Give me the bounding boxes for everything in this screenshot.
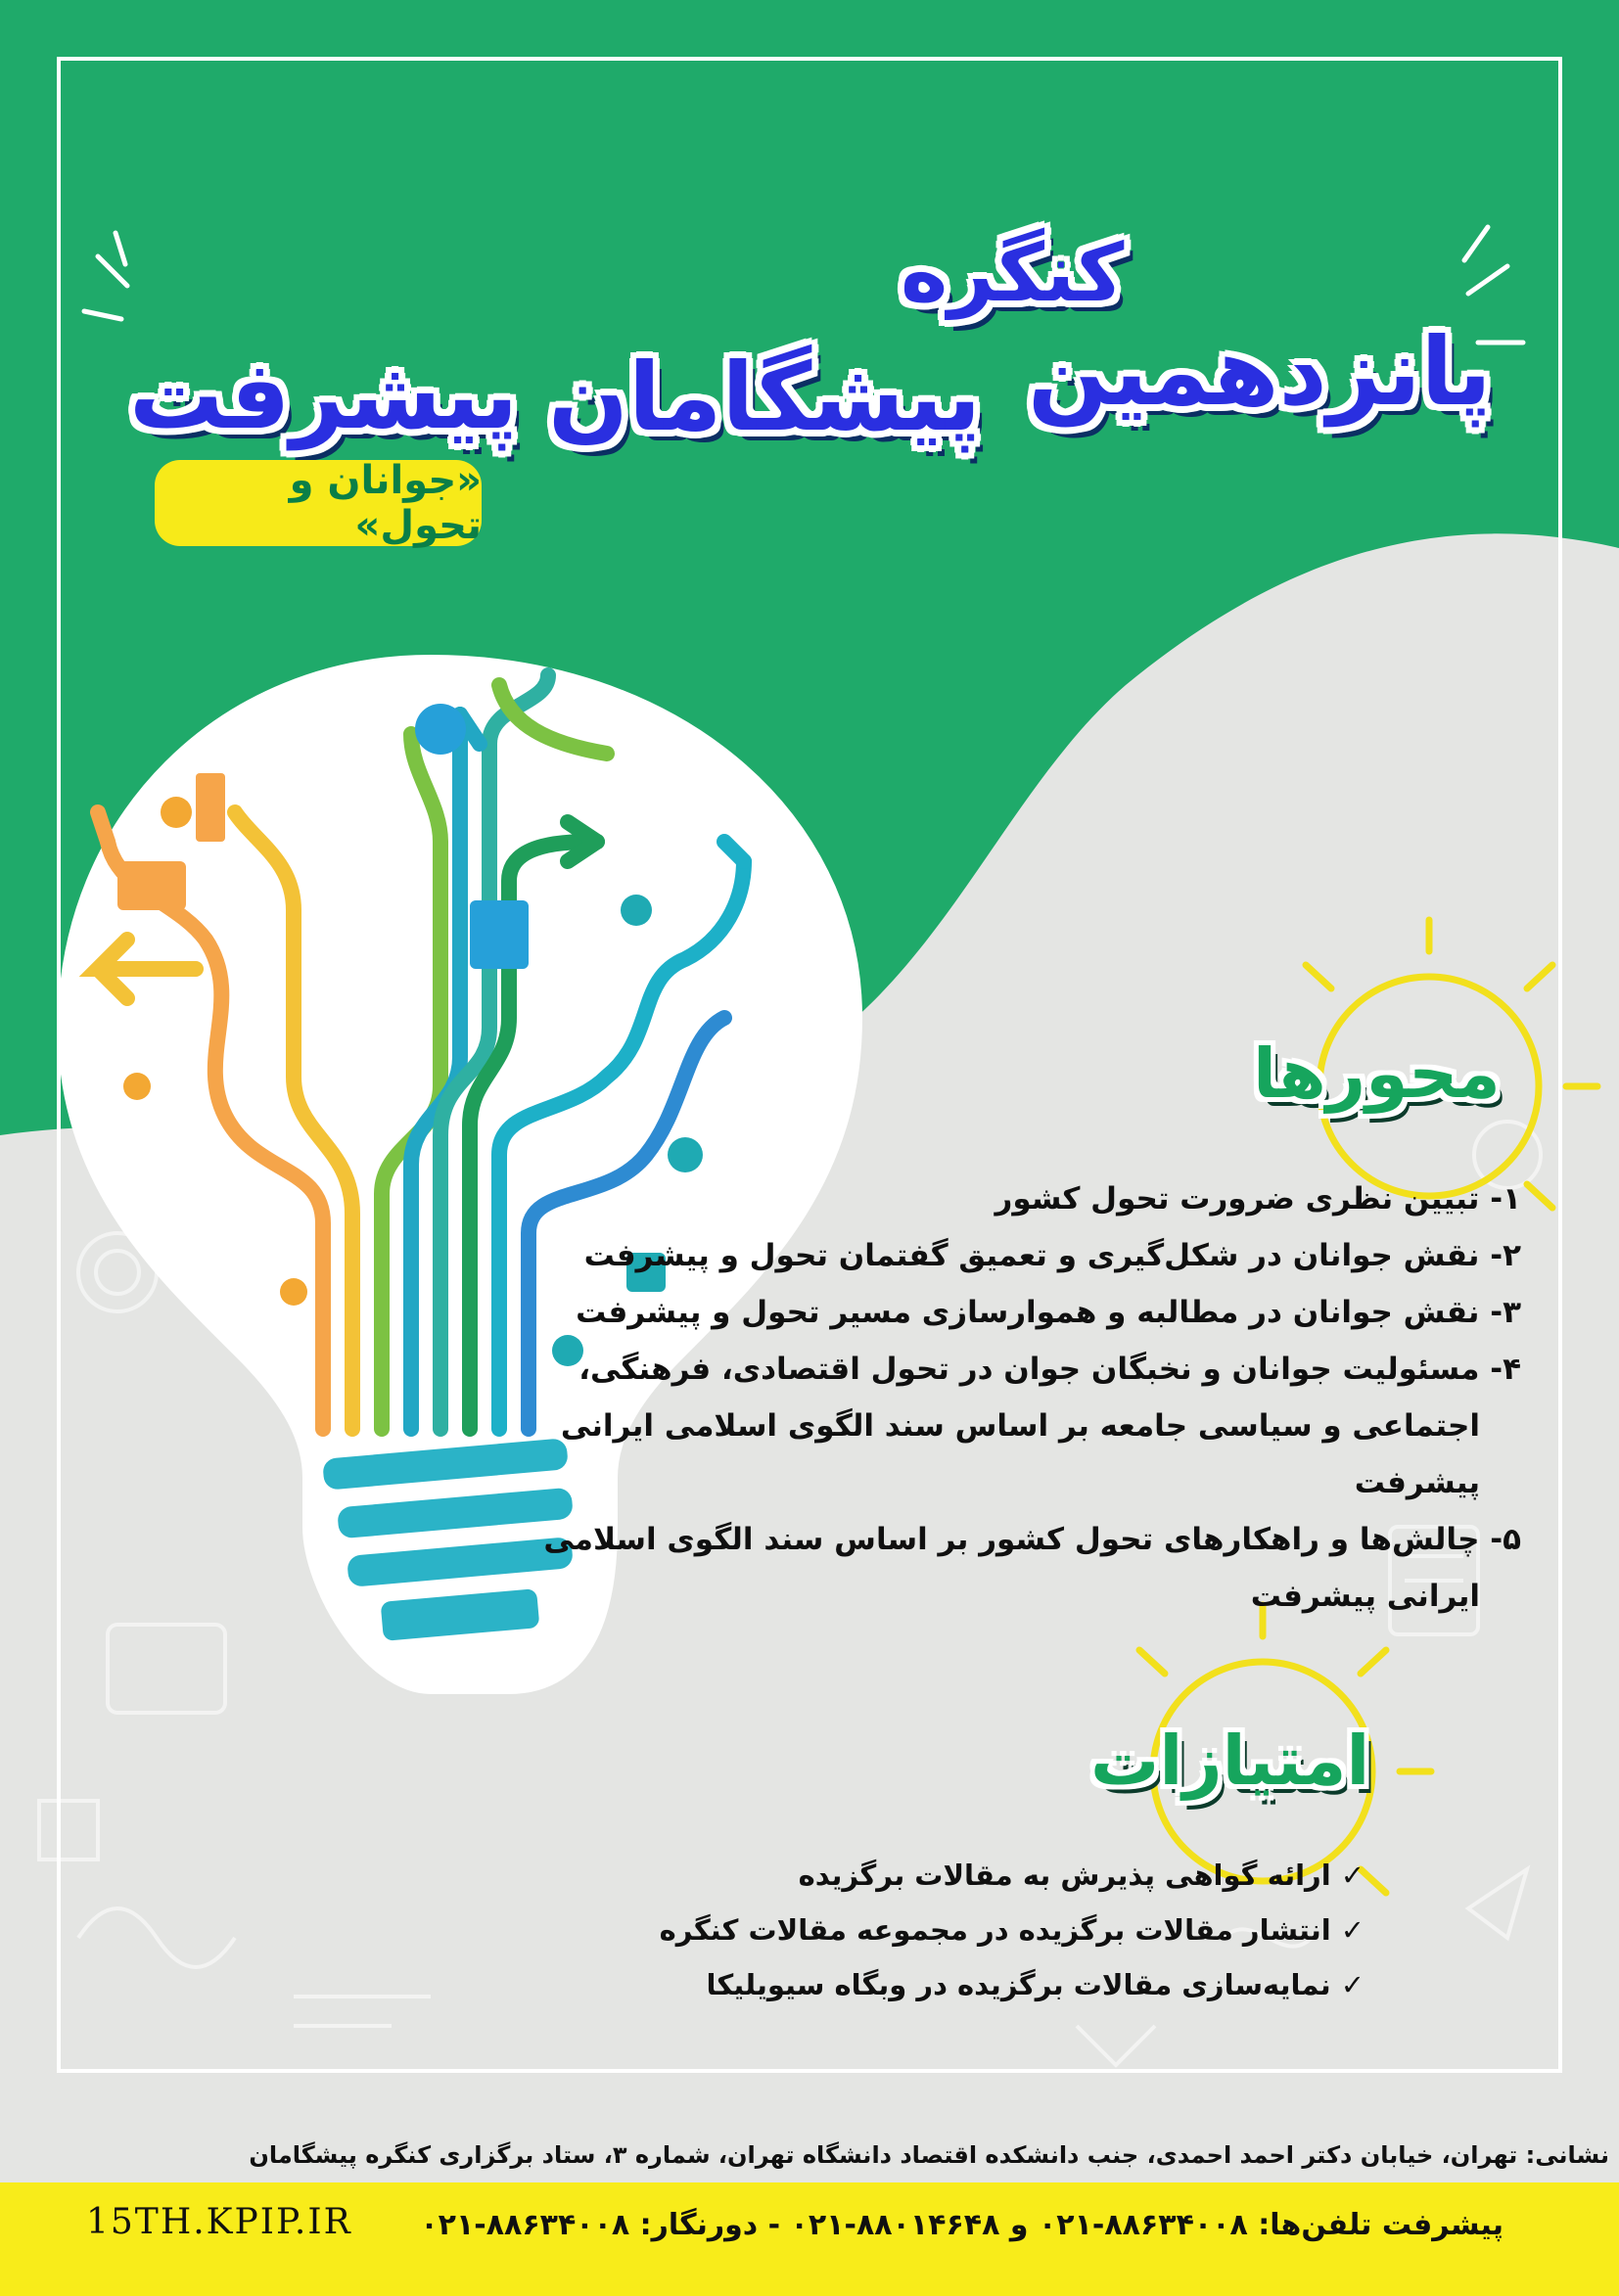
axes-heading: محورها <box>1253 1033 1501 1114</box>
perk-text: انتشار مقالات برگزیده در مجموعه مقالات کنگره <box>659 1913 1331 1947</box>
axis-item-3: ۳- نقش جوانان در مطالبه و هموارسازی مسیر تحول و پیشرفت <box>576 1295 1521 1330</box>
subtitle-text: «جوانان و تحول» <box>289 458 482 548</box>
title-pioneers: پیشگامان <box>548 343 982 452</box>
axis-item-1: ۱- تبیین نظری ضرورت تحول کشور <box>995 1181 1521 1217</box>
title-fifteenth: پانزدهمین <box>1028 317 1492 427</box>
title-progress: پیشرفت <box>129 341 519 450</box>
perks-heading: امتیازات <box>1090 1721 1370 1801</box>
address-line: نشانی: تهران، خیابان دکتر احمد احمدی، جنب دانشکده اقتصاد دانشگاه تهران، شماره ۳، ستاد برگزاری کنگره پیشگامان <box>249 2141 1609 2169</box>
perk-item <box>503 1848 1365 1903</box>
axis-item-4-continued: اجتماعی و سیاسی جامعه بر اساس سند الگوی اسلامی ایرانی پیشرفت <box>560 1408 1480 1500</box>
check-icon: ✓ <box>1340 1859 1365 1892</box>
perk-text: نمایه‌سازی مقالات برگزیده در وبگاه سیویلیکا <box>706 1968 1331 2001</box>
axis-item-4: ۴- مسئولیت جوانان و نخبگان جوان در تحول اقتصادی، فرهنگی، <box>578 1352 1521 1387</box>
perk-item <box>503 1903 1365 1957</box>
website-link[interactable]: 15TH.KPIP.IR <box>86 2202 352 2242</box>
perk-text: ارائه گواهی پذیرش به مقالات برگزیده <box>798 1859 1331 1892</box>
title-congress: کنگره <box>901 227 1125 320</box>
perk-item <box>503 1957 1365 2012</box>
check-icon: ✓ <box>1340 1968 1365 2001</box>
axis-item-5-continued: ایرانی پیشرفت <box>1250 1579 1480 1614</box>
check-icon: ✓ <box>1340 1913 1365 1947</box>
phone-numbers: پیشرفت تلفن‌ها: ۸۸۶۳۴۰۰۸-۰۲۱ و ۸۸۰۱۴۶۴۸-۰۲۱ - دورنگار: ۸۸۶۳۴۰۰۸-۰۲۱ <box>420 2208 1503 2242</box>
perks-list <box>503 1848 1365 2012</box>
axes-list <box>523 1171 1521 1625</box>
axis-item-2: ۲- نقش جوانان در شکل‌گیری و تعمیق گفتمان تحول و پیشرفت <box>583 1238 1521 1273</box>
axis-item-5: ۵- چالش‌ها و راهکارهای تحول کشور بر اساس سند الگوی اسلامی <box>543 1522 1521 1557</box>
